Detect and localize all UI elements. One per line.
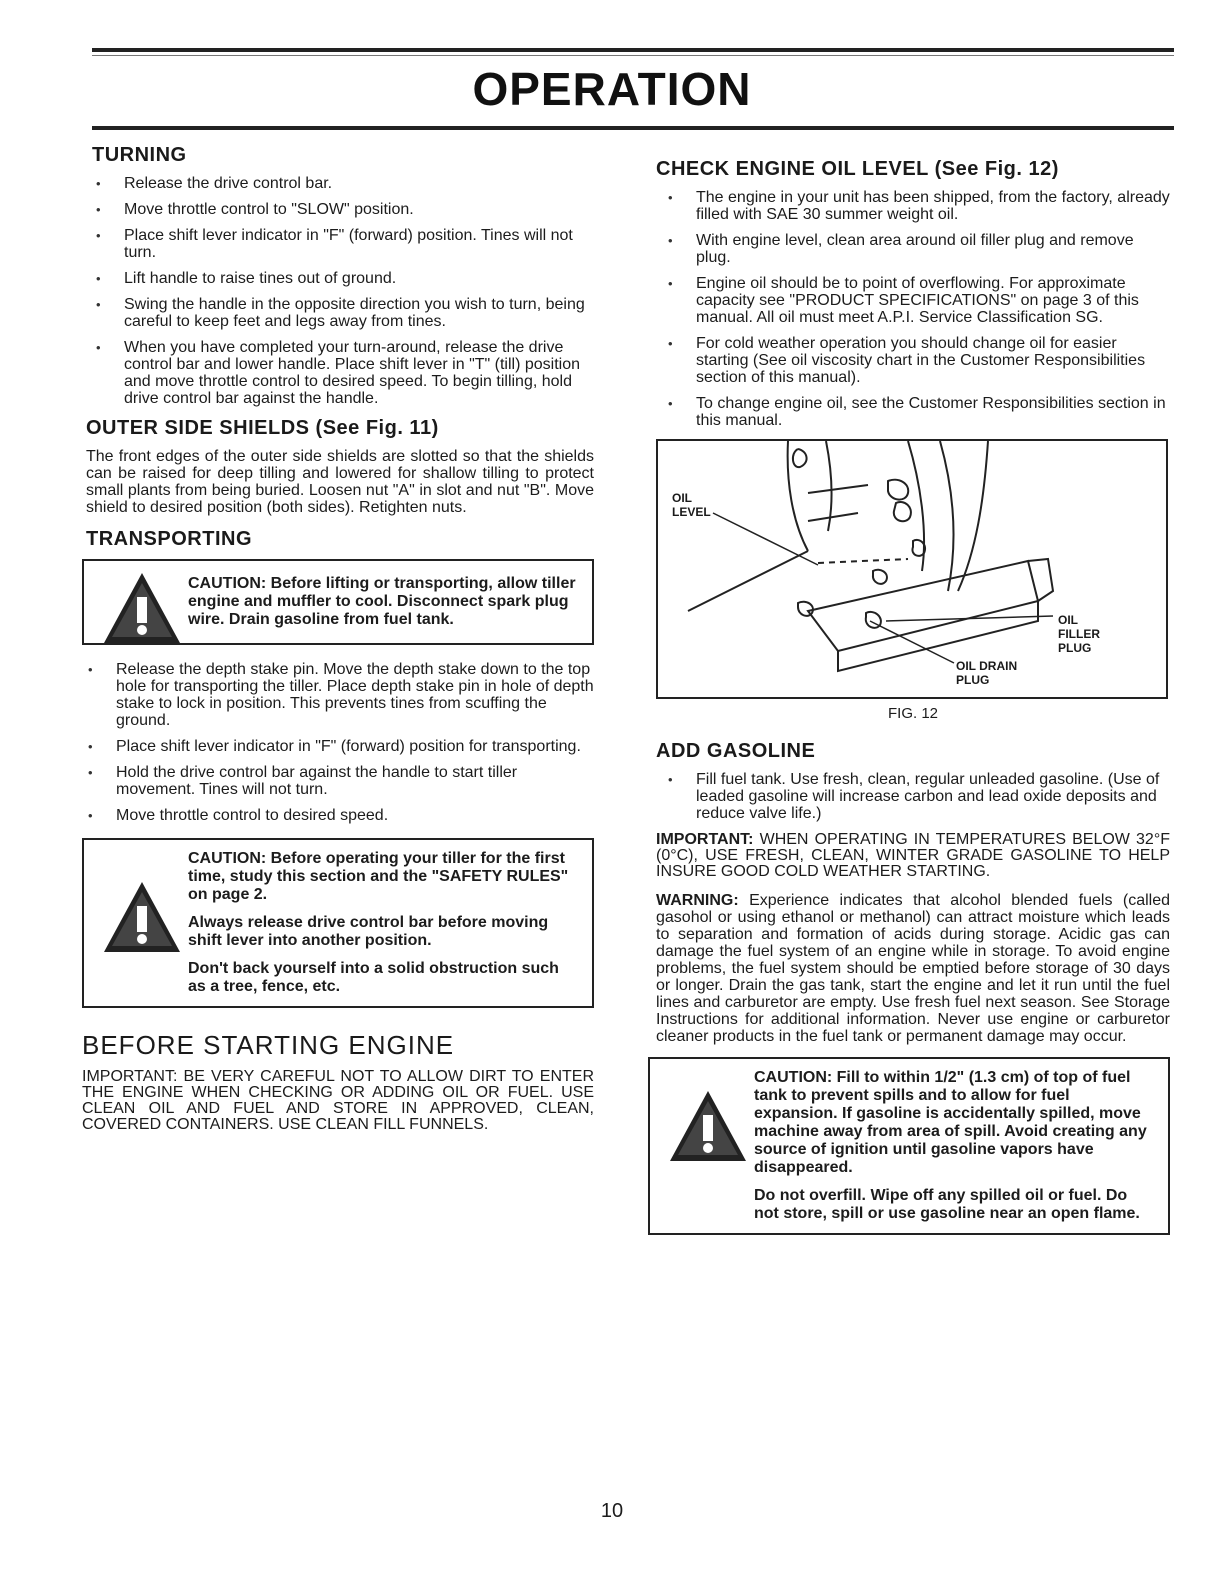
outer-shields-heading: OUTER SIDE SHIELDS (See Fig. 11): [86, 417, 439, 439]
add-gasoline-heading: ADD GASOLINE: [656, 740, 816, 762]
list-item: • Place shift lever indicator in "F" (forward) position for transporting.: [82, 738, 594, 755]
transporting-heading: TRANSPORTING: [86, 528, 252, 550]
list-item: • To change engine oil, see the Customer Responsibilities section in this manual.: [662, 395, 1170, 429]
label-oil-filler-plug: OIL FILLER PLUG: [1058, 613, 1100, 655]
title-underline: [92, 126, 1174, 130]
add-gasoline-list: [662, 771, 1170, 822]
list-item: • Engine oil should be to point of overflowing. For approximate capacity see "PRODUCT SPECIFICATIONS" on page 3 of this manual. All oil must meet A.P.I. Service Classification SG.: [662, 275, 1170, 326]
caution-text: CAUTION: Before operating your tiller for the first time, study this section and the "SAFETY RULES" on page 2.: [188, 850, 569, 903]
warning-text: Experience indicates that alcohol blended fuels (called gasohol or using ethanol or methanol) can attract moisture which leads to separation and formation of acids during storage. Acidic gas can damage the fuel system of an engine while in storage. To avoid engine problems, the fuel system should be emptied before storage of 30 days or longer. Drain the gas tank, start the engine and let it run until the fuel lines and carburetor are empty. Use fresh fuel next season. See Storage Instructions for additional information. Never use engine or carburetor cleaner products in the fuel tank or permanent damage may occur.: [656, 892, 1170, 1045]
list-item: • The engine in your unit has been shipped, from the factory, already filled with SAE 30 summer weight oil.: [662, 189, 1170, 223]
list-item: • For cold weather operation you should change oil for easier starting (See oil viscosity chart in the Customer Responsibilities section of this manual).: [662, 335, 1170, 386]
figure-12: [656, 439, 1168, 699]
caution-box-operating: [82, 838, 594, 1008]
important-text: WHEN OPERATING IN TEMPERATURES BELOW 32°F (0°C), USE FRESH, CLEAN, WINTER GRADE GASOLINE TO HELP INSURE GOOD COLD WEATHER STARTING.: [656, 831, 1170, 880]
caution-text: Always release drive control bar before moving shift lever into another position.: [188, 914, 549, 949]
left-column: [82, 144, 594, 1133]
top-rule-thin: [92, 55, 1174, 56]
list-item: • Move throttle control to "SLOW" position.: [90, 201, 594, 218]
list-item: • Move throttle control to desired speed.: [82, 807, 594, 824]
caution-box-transport: [82, 559, 594, 645]
list-item: • Lift handle to raise tines out of ground.: [90, 270, 594, 287]
page-number: 10: [600, 1500, 624, 1522]
warning-triangle-icon: [668, 1089, 748, 1163]
engine-illustration: [658, 441, 1166, 697]
warning-triangle-icon: [102, 571, 182, 645]
list-item: • Release the drive control bar.: [90, 175, 594, 192]
outer-shields-text: The front edges of the outer side shields are slotted so that the shields can be raised for deep tilling and lowered for shallow tilling to protect small plants from being buried. Loosen nut "A" in slot and nut "B". Move shield to desired position (both sides). Retighten nuts.: [86, 448, 594, 516]
label-oil-drain-plug: OIL DRAIN PLUG: [956, 659, 1018, 687]
page-title: OPERATION: [472, 63, 752, 115]
caution-text: Do not overfill. Wipe off any spilled oil or fuel. Do not store, spill or use gasoline near an open flame.: [754, 1187, 1140, 1222]
transporting-list: [82, 661, 594, 824]
figure-caption: FIG. 12: [887, 705, 939, 722]
turning-list: [90, 175, 594, 407]
list-item: • Place shift lever indicator in "F" (forward) position. Tines will not turn.: [90, 227, 594, 261]
caution-text: CAUTION: Fill to within 1/2" (1.3 cm) of top of fuel tank to prevent spills and to allow for fuel expansion. If gasoline is accidentally spilled, move machine away from area of spill. Avoid creating any source of ignition until gasoline vapors have disappeared.: [754, 1069, 1147, 1176]
caution-text: Don't back yourself into a solid obstruction such as a tree, fence, etc.: [188, 960, 559, 995]
list-item: • Swing the handle in the opposite direction you wish to turn, being careful to keep feet and legs away from tines.: [90, 296, 594, 330]
list-item: • When you have completed your turn-around, release the drive control bar and lower handle. Place shift lever in "T" (till) position and move throttle control to desired speed. To begin tilling, hold drive control bar against the handle.: [90, 339, 594, 407]
label-oil-level: OIL LEVEL: [672, 491, 711, 519]
list-item: • Fill fuel tank. Use fresh, clean, regular unleaded gasoline. (Use of leaded gasoline will increase carbon and lead oxide deposits and reduce valve life.): [662, 771, 1170, 822]
warning-label: WARNING:: [656, 892, 739, 909]
warning-note: [656, 892, 1170, 1045]
list-item: • With engine level, clean area around oil filler plug and remove plug.: [662, 232, 1170, 266]
turning-heading: TURNING: [92, 144, 187, 166]
list-item: • Hold the drive control bar against the handle to start tiller movement. Tines will not turn.: [82, 764, 594, 798]
caution-box-gasoline: [648, 1057, 1170, 1235]
check-oil-heading: CHECK ENGINE OIL LEVEL (See Fig. 12): [656, 158, 1059, 180]
top-rule: [92, 48, 1174, 52]
right-column: [656, 158, 1170, 1251]
caution-text-transport: CAUTION: Before lifting or transporting, allow tiller engine and muffler to cool. Disconnect spark plug wire. Drain gasoline from fuel tank.: [188, 575, 576, 628]
list-item: • Release the depth stake pin. Move the depth stake down to the top hole for transporting the tiller. Place depth stake pin in hole of depth stake to lock in position. This prevents tines from scuffing the ground.: [82, 661, 594, 729]
important-note: [656, 832, 1170, 880]
important-label: IMPORTANT:: [656, 831, 754, 848]
before-starting-text: IMPORTANT: BE VERY CAREFUL NOT TO ALLOW DIRT TO ENTER THE ENGINE WHEN CHECKING OR ADDING OIL OR FUEL. USE CLEAN OIL AND FUEL AND STORE IN APPROVED, CLEAN, COVERED CONTAINERS. USE CLEAN FILL FUNNELS.: [82, 1068, 594, 1133]
warning-triangle-icon: [102, 880, 182, 954]
before-starting-heading: BEFORE STARTING ENGINE: [82, 1030, 455, 1060]
check-oil-list: [662, 189, 1170, 429]
